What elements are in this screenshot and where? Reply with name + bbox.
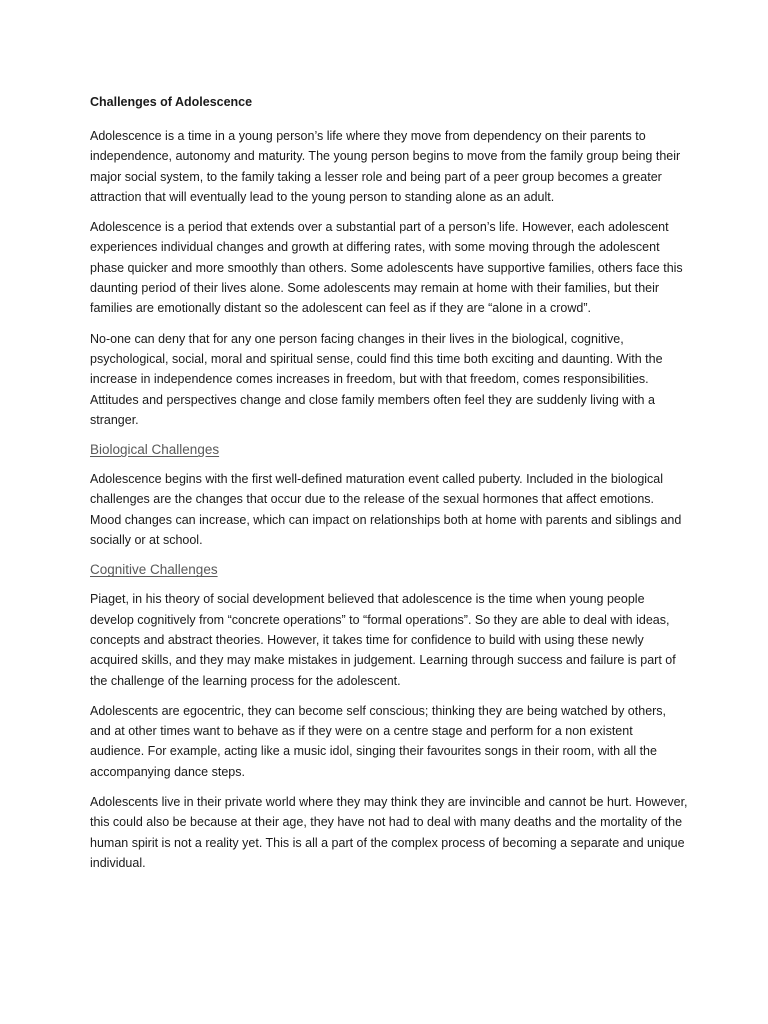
document-body (90, 92, 688, 883)
document-title: Challenges of Adolescence (90, 95, 253, 109)
section-heading-cognitive: Cognitive Challenges (90, 562, 218, 578)
cognitive-paragraph-2: Adolescents are egocentric, they can become self conscious; thinking they are being watched by others, and at other times want to behave as if they were on a centre stage and perform for a non existent audience. For example, acting like a music idol, singing their favourites songs in their room, with all the accompanying dance steps. (90, 703, 667, 779)
intro-paragraph-3: No-one can deny that for any one person facing changes in their lives in the biological, cognitive, psychological, social, moral and spiritual sense, could find this time both exciting and daunting. With the increase in independence comes increases in freedom, but with that freedom, comes responsibilities. Attitudes and perspectives change and close family members often feel they are suddenly living with a stranger. (90, 331, 663, 427)
section-heading-biological: Biological Challenges (90, 442, 220, 458)
intro-paragraph-1: Adolescence is a time in a young person’s life where they move from dependency on their parents to independence, autonomy and maturity. The young person begins to move from the family group being their major social system, to the family taking a lesser role and being part of a peer group becomes a greater attraction that will eventually lead to the young person to standing alone as an adult. (90, 129, 681, 204)
cognitive-paragraph-3: Adolescents live in their private world where they may think they are invincible and cannot be hurt. However, this could also be because at their age, they have not had to deal with many deaths and the mortality of the human spirit is not a reality yet. This is all a part of the complex process of becoming a separate and unique individual. (90, 795, 688, 870)
cognitive-paragraph-1: Piaget, in his theory of social development believed that adolescence is the time when young people develop cognitively from “concrete operations” to “formal operations”. So they are able to deal with ideas, concepts and abstract theories. However, it takes time for confidence to build with using these newly acquired skills, and they may make mistakes in judgement. Learning through success and failure is part of the challenge of the learning process for the adolescent. (90, 592, 676, 688)
intro-paragraph-2: Adolescence is a period that extends over a substantial part of a person’s life. However, each adolescent experiences individual changes and growth at differing rates, with some moving through the adolescent phase quicker and more smoothly than others. Some adolescents have supportive families, others face this daunting period of their lives alone. Some adolescents may remain at home with their families, but their families are emotionally distant so the adolescent can feel as if they are “alone in a crowd”. (90, 220, 683, 316)
biological-paragraph-1: Adolescence begins with the first well-defined maturation event called puberty. Included in the biological challenges are the changes that occur due to the release of the sexual hormones that affect emotions. Mood changes can increase, which can impact on relationships both at home with parents and siblings and socially or at school. (90, 472, 682, 548)
